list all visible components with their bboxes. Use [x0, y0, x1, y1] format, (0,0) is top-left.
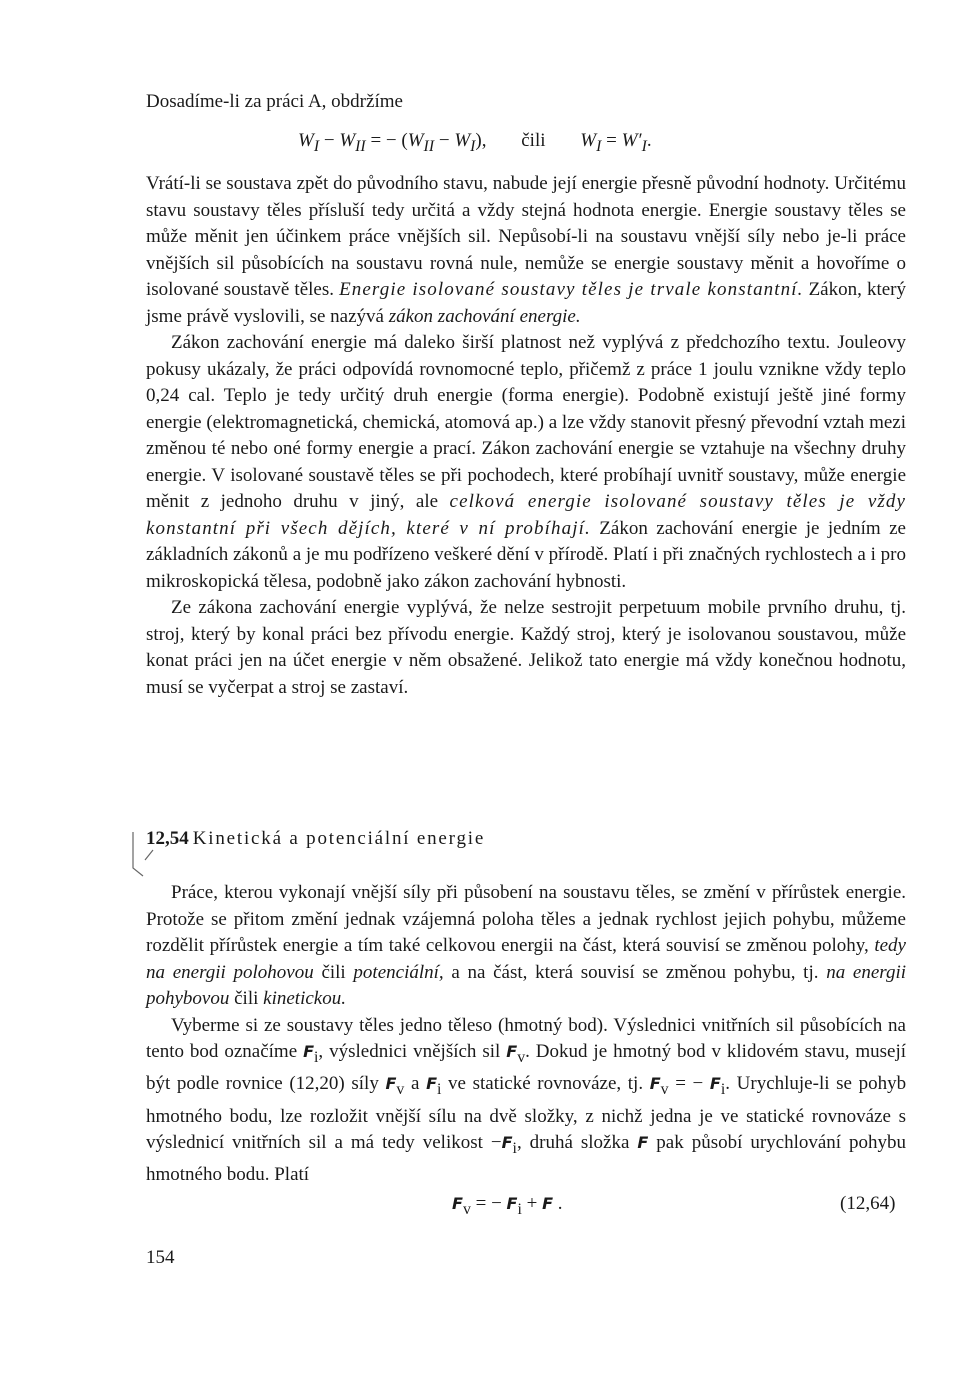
- eq1-sub2: II: [355, 137, 366, 155]
- eq1-minus: −: [323, 130, 335, 151]
- paragraph-5: [146, 1013, 906, 1189]
- eq1-w-prime: W′: [621, 130, 642, 151]
- symbol-f: F: [303, 1042, 315, 1061]
- symbol-sub: i: [314, 1048, 319, 1066]
- p4-italic-potential: tedy na energii polohovou: [146, 935, 906, 983]
- eq1-sub5: I: [596, 137, 602, 155]
- p1-text-c: Zákon, který jsme právě vyslovili, se nazývá: [146, 279, 906, 327]
- paragraph-2: [146, 330, 906, 595]
- symbol-f: F: [637, 1133, 649, 1153]
- symbol-f: F: [426, 1074, 437, 1094]
- eq1-cili: čili: [521, 130, 546, 151]
- eq1-sub4: I: [470, 137, 476, 155]
- eq2-sub-v: v: [462, 1200, 471, 1218]
- p4-cili: čili: [321, 961, 346, 983]
- intro-text: Dosadíme-li za práci A, obdržíme: [146, 91, 403, 112]
- p1-text-a: Vrátí-li se soustava zpět do původního stavu, nabude její energie přesně původní hodnoty. Určitému stavu soustavy těles přísluší tedy určitá a vždy stejná hodnota energie. Energie soustavy těles se může měnit jen účinkem práce vnějších sil. Nepůsobí-li na soustavu vnější síly nebo je-li práce vnějších sil působících na soustavu rovná nule, nemůže se energie soustavy měnit a hovoříme o isolované soustavě těles.: [146, 173, 906, 300]
- symbol-f: F: [506, 1042, 518, 1061]
- eq2-dot: .: [553, 1193, 563, 1214]
- intro-line: [146, 89, 906, 116]
- p4-text-a: Práce, kterou vykonají vnější síly při působení na soustavu těles, se změní v přírůstek energie. Protože se přitom změní jednak vzájemná poloha těles a jednak rychlost jejich pohybu, můžeme rozdělit přírůstek energie a tím také celkovou energii na část, která souvisí se změnou polohy,: [146, 882, 906, 956]
- section-title: Kinetická a potenciální energie: [192, 828, 486, 849]
- symbol-f: F: [501, 1133, 513, 1153]
- section-number: 12,54: [146, 828, 189, 849]
- eq1-open: − (: [385, 130, 408, 151]
- equation-number: (12,64): [840, 1193, 896, 1214]
- paragraph-1: [146, 171, 906, 330]
- p5-text-h: pak působí urychlování pohybu hmotného bodu. Platí: [146, 1132, 907, 1186]
- symbol-sub: i: [720, 1081, 726, 1099]
- inline-equals-minus: = −: [675, 1073, 704, 1095]
- symbol-sub: i: [437, 1081, 442, 1099]
- inline-minus: −: [490, 1132, 502, 1154]
- p4-cili-2: čili: [234, 988, 259, 1009]
- eq2-f: F: [542, 1194, 554, 1213]
- eq2-f-i: F: [506, 1194, 518, 1213]
- symbol-sub: v: [660, 1081, 669, 1099]
- p1-italic-statement: Energie isolované soustavy těles je trvale konstantní.: [339, 279, 804, 300]
- equation-energy-states: [298, 130, 652, 156]
- paragraph-4: [146, 880, 906, 1013]
- page-number: 154: [146, 1247, 175, 1268]
- p5-text-g: , druhá složka: [516, 1132, 630, 1154]
- p4-text-e: a na část, která souvisí se změnou pohybu, tj.: [451, 961, 819, 983]
- symbol-f: F: [385, 1074, 397, 1094]
- eq2-f-v: F: [452, 1194, 463, 1213]
- eq1-w2: W: [339, 130, 356, 151]
- section-heading: [146, 828, 485, 850]
- p2-text-a: Zákon zachování energie má daleko širší platnost než vyplývá z předchozího textu. Jouleovy pokusy ukázaly, že práci odpovídá rovnomocné teplo, přičemž z práce 1 joulu vznikne vždy teplo 0,24 cal. Teplo je tedy určitý druh energie (forma energie). Podobně existují ještě jiné formy energie (elektromagnetická, chemická, atomová ap.) a lze vždy stanovit přesný převodní vztah mezi změnou té nebo oné formy energie a prací. Zákon zachování energie se vztahuje na všechny druhy energie. V isolované soustavě těles se při pochodech, které probíhají uvnitř soustavy, může energie měnit z jednoho druhu v jiný, ale: [146, 332, 906, 512]
- text-block-kinetic: [146, 880, 906, 1189]
- eq1-equals: =: [370, 130, 382, 151]
- eq1-w: W: [298, 130, 314, 151]
- eq1-sub6: I: [641, 137, 647, 155]
- eq1-close: ),: [475, 130, 487, 151]
- eq1-dot: .: [646, 130, 652, 151]
- p1-italic-law: zákon zachování energie.: [388, 305, 581, 327]
- eq1-sub: I: [313, 137, 320, 155]
- eq2-sub-i: i: [517, 1200, 522, 1218]
- p4-italic-kinetic: na energii pohybovou: [146, 961, 907, 1009]
- p5-text-c: . Dokud je hmotný bod v klidovém stavu, musejí být podle rovnice (12,20) síly: [146, 1041, 907, 1095]
- text-block-conservation: [146, 171, 906, 701]
- eq1-w4: W: [454, 130, 471, 151]
- p5-text-b: , výslednici vnějších sil: [318, 1041, 501, 1062]
- p2-text-c: Zákon zachování energie je jedním ze základních zákonů a je mu podřízeno veškeré dění v přírodě. Platí i při značných rychlostech a i pro mikroskopická tělesa, podobně jako zákon zachování hybnosti.: [146, 517, 906, 592]
- eq2-equals-minus: = −: [470, 1193, 507, 1214]
- eq1-sub3: II: [423, 137, 435, 155]
- paragraph-3: Ze zákona zachování energie vyplývá, že nelze sestrojit perpetuum mobile prvního druhu, tj. stroj, který by konal práci bez přívodu energie. Každý stroj, který je isolovanou soustavou, může konat práci jen na účet energie v něm obsažené. Jelikož tato energie má vždy konečnou hodnotu, musí se vyčerpat a stroj se zastaví.: [146, 597, 906, 698]
- p5-text-d: a: [410, 1073, 420, 1095]
- symbol-sub: v: [396, 1081, 405, 1099]
- p5-text-a: Vyberme si ze soustavy těles jedno těleso (hmotný bod). Výslednici vnitřních sil působících na tento bod označíme: [146, 1014, 906, 1062]
- eq1-equals2: =: [606, 130, 617, 151]
- eq1-w5: W: [580, 130, 597, 151]
- symbol-sub: v: [517, 1048, 526, 1066]
- symbol-sub: i: [512, 1139, 517, 1157]
- p5-text-f: . Urychluje-li se pohyb hmotného bodu, lze rozložit vnější sílu na dvě složky, z nichž jedna je ve statické rovnováze s výslednicí vnitřních sil a má tedy velikost: [146, 1073, 907, 1154]
- p5-text-e: ve statické rovnováze, tj.: [448, 1073, 644, 1095]
- p4-italic-kinetickou: kinetickou.: [263, 988, 346, 1009]
- symbol-f: F: [649, 1074, 661, 1094]
- eq1-minus2: −: [438, 130, 450, 151]
- p4-italic-potencialni: potenciální,: [353, 961, 444, 983]
- symbol-f: F: [709, 1074, 721, 1094]
- eq2-plus: +: [521, 1193, 543, 1214]
- eq1-w3: W: [407, 130, 424, 151]
- p2-italic-statement: celková energie isolované soustavy těles je vždy konstantní při všech dějích, které v ní probíhají.: [146, 491, 906, 539]
- equation-force-decomposition: [452, 1193, 563, 1219]
